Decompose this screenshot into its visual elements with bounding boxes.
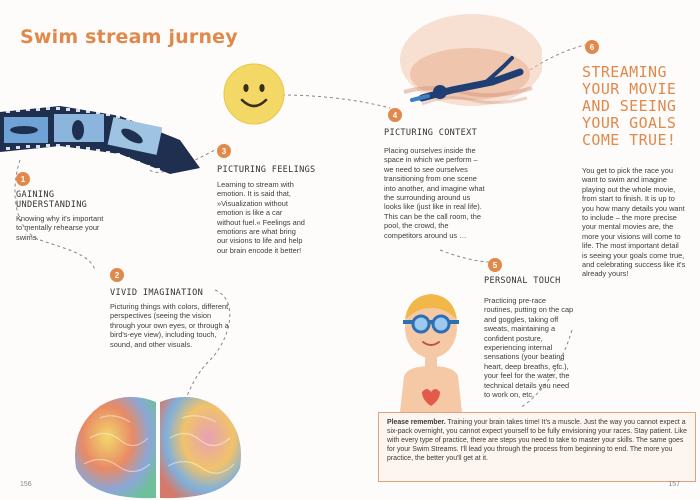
remember-lead: Please remember. (387, 419, 446, 426)
step-3-number: 3 (217, 144, 231, 158)
step-1-number: 1 (16, 172, 30, 186)
step-2-number: 2 (110, 268, 124, 282)
remember-text: Training your brain takes time! It's a muscle. Just the way you cannot expect a six-pack overnight, you cannot expect yourself to be fully envisioning your races. Stay patient. Like with every type of practice, there are steps you need to take to master your skills. The same goes for your Swim Streams. I'll lead you through the process from beginning to end. The more you practice, the better you'll get at it. (387, 419, 687, 462)
brain-illustration (70, 388, 246, 500)
page-title: Swim stream jurney (20, 26, 238, 48)
step-6-body: You get to pick the race you want to swim and imagine playing out the whole movie, from start to finish. It is up to you how many details you want to include – the more precise your mental movies are, the more your visions will come to life. The most important detail is seeing your goals come true, and celebrating success like it's already yours! (582, 166, 686, 279)
remember-note-box (378, 412, 696, 482)
step-2-body: Picturing things with colors, different perspectives (seeing the vision through your own eyes, or through a bird's-eye view), including touch, sound, and other visuals. (110, 302, 229, 349)
step-5-heading: PERSONAL TOUCH (484, 276, 561, 286)
step-1-body: Knowing why it's important to mentally rehearse your swims. (16, 214, 104, 242)
step-5-number: 5 (488, 258, 502, 272)
child-with-goggles-illustration (394, 276, 468, 412)
swimmer-illustration (392, 14, 542, 114)
step-4-body: Placing ourselves inside the space in which we perform – we need to see ourselves transitioning from one scene into another, and imagine what the surrounding around us looks like (just like in real life). This can be the call room, the pool, the crowd, the competitors around us … (384, 146, 485, 240)
step-2-heading: VIVID IMAGINATION (110, 288, 204, 298)
step-1-heading: GAINING UNDERSTANDING (16, 190, 88, 210)
page-number-left: 156 (20, 481, 32, 488)
step-5-body: Practicing pre-race routines, putting on the cap and goggles, taking off sweats, maintaining a confident posture, experiencing internal sensations (your beating heart, deep breaths, etc.), your feel for the water, the technical details you need to work on, etc. (484, 296, 574, 400)
step-3-body: Learning to stream with emotion. It is said that, »Visualization without emotion is like a car without fuel.« Feelings and emotions are what bring our visions to life and help our brain encode it better! (217, 180, 305, 255)
step-6-number: 6 (585, 40, 599, 54)
step-4-number: 4 (388, 108, 402, 122)
smiley-face-illustration (222, 62, 286, 126)
page-number-right: 157 (668, 481, 680, 488)
step-3-heading: PICTURING FEELINGS (217, 165, 316, 175)
film-strip-illustration (0, 100, 210, 180)
step-4-heading: PICTURING CONTEXT (384, 128, 478, 138)
step-6-heading: STREAMING YOUR MOVIE AND SEEING YOUR GOALS COME TRUE! (582, 63, 677, 149)
